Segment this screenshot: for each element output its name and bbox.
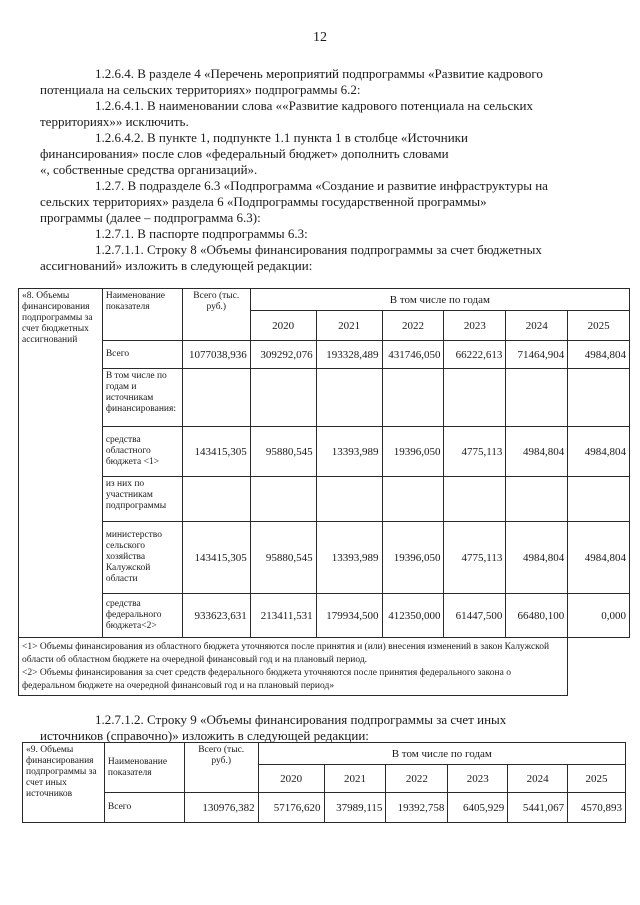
paragraph-line: источников (справочно)» изложить в следующей редакции: — [40, 728, 369, 743]
year-header: 2024 — [506, 311, 568, 341]
table-row — [19, 341, 630, 369]
paragraph-line: 1.2.7. В подразделе 6.3 «Подпрограмма «Создание и развитие инфраструктуры на — [95, 178, 548, 193]
cell-value: 431746,050 — [382, 341, 444, 369]
column-header-total: Всего (тыс. руб.) — [182, 289, 250, 341]
cell-value: 4984,804 — [568, 341, 630, 369]
cell-value: 4984,804 — [568, 522, 630, 594]
cell-value: 5441,067 — [508, 793, 568, 823]
cell-value: 4984,804 — [568, 427, 630, 477]
paragraph-line: 1.2.6.4. В разделе 4 «Перечень мероприятий подпрограммы «Развитие кадрового — [95, 66, 543, 81]
cell-value: 4984,804 — [506, 522, 568, 594]
year-header: 2024 — [508, 765, 568, 793]
cell-value: 0,000 — [568, 594, 630, 638]
column-header-name: Наименование показателя — [104, 743, 184, 793]
paragraph-line: 1.2.7.1.1. Строку 8 «Объемы финансирования подпрограммы за счет бюджетных — [95, 242, 542, 257]
table-row — [19, 477, 630, 522]
cell-value: 71464,904 — [506, 341, 568, 369]
paragraph-line: ассигнований» изложить в следующей редакции: — [40, 258, 313, 273]
cell-value: 193328,489 — [316, 341, 382, 369]
financing-table-other-sources — [22, 742, 626, 823]
cell-total: 143415,305 — [182, 522, 250, 594]
cell-total: 130976,382 — [184, 793, 258, 823]
column-header-years: В том числе по годам — [250, 289, 629, 311]
year-header: 2021 — [324, 765, 386, 793]
row-name: из них по участникам подпрограммы — [102, 477, 182, 522]
cell-value: 6405,929 — [448, 793, 508, 823]
footnote: <1> Объемы финансирования из областного бюджета уточняются после принятия и (или) внесения изменений в закон Калужской области об областном бюджете на очередной финансовый год и на плановый период. — [22, 641, 550, 665]
cell-value: 95880,545 — [250, 427, 316, 477]
year-header: 2025 — [568, 311, 630, 341]
cell-value: 19392,758 — [386, 793, 448, 823]
year-header: 2022 — [386, 765, 448, 793]
paragraph-line: 1.2.6.4.1. В наименовании слова ««Развитие кадрового потенциала на сельских — [95, 98, 533, 113]
cell-value: 95880,545 — [250, 522, 316, 594]
cell-total: 143415,305 — [182, 427, 250, 477]
table-row-label: «8. Объемы финансирования подпрограммы за счет бюджетных ассигнований — [19, 289, 103, 638]
column-header-total: Всего (тыс. руб.) — [184, 743, 258, 793]
column-header-name: Наименование показателя — [102, 289, 182, 341]
cell-total: 933623,631 — [182, 594, 250, 638]
year-header: 2025 — [568, 765, 626, 793]
paragraph-line: программы (далее – подпрограмма 6.3): — [40, 210, 261, 225]
table-row — [19, 427, 630, 477]
row-name: средства областного бюджета <1> — [102, 427, 182, 477]
cell-value: 37989,115 — [324, 793, 386, 823]
paragraph-line: сельских территориях» раздела 6 «Подпрограммы государственной программы» — [40, 194, 487, 209]
cell-value: 4775,113 — [444, 522, 506, 594]
year-header: 2023 — [444, 311, 506, 341]
cell-value: 213411,531 — [250, 594, 316, 638]
cell-value: 66480,100 — [506, 594, 568, 638]
cell-value: 412350,000 — [382, 594, 444, 638]
paragraph-line: потенциала на сельских территориях» подпрограммы 6.2: — [40, 82, 361, 97]
table-row — [23, 793, 626, 823]
year-header: 2020 — [250, 311, 316, 341]
column-header-years: В том числе по годам — [258, 743, 625, 765]
paragraph-line: 1.2.7.1.2. Строку 9 «Объемы финансирования подпрограммы за счет иных — [95, 712, 507, 727]
cell-value: 19396,050 — [382, 427, 444, 477]
paragraph-line: «, собственные средства организаций». — [40, 162, 258, 177]
page-number: 12 — [313, 30, 327, 45]
cell-value: 13393,989 — [316, 522, 382, 594]
cell-value: 4984,804 — [506, 427, 568, 477]
row-name: В том числе по годам и источникам финансирования: — [102, 369, 182, 427]
table-row — [19, 522, 630, 594]
table-row — [19, 594, 630, 638]
cell-value: 66222,613 — [444, 341, 506, 369]
cell-value: 57176,620 — [258, 793, 324, 823]
table-row — [19, 369, 630, 427]
cell-value: 179934,500 — [316, 594, 382, 638]
paragraph-line: 1.2.7.1. В паспорте подпрограммы 6.3: — [95, 226, 308, 241]
year-header: 2020 — [258, 765, 324, 793]
cell-total: 1077038,936 — [182, 341, 250, 369]
year-header: 2023 — [448, 765, 508, 793]
paragraph-line: финансирования» после слов «федеральный бюджет» дополнить словами — [40, 146, 449, 161]
table-row-label: «9. Объемы финансирования подпрограммы за счет иных источников — [23, 743, 105, 823]
cell-value: 4570,893 — [568, 793, 626, 823]
row-name: средства федерального бюджета<2> — [102, 594, 182, 638]
cell-value: 13393,989 — [316, 427, 382, 477]
year-header: 2021 — [316, 311, 382, 341]
table-footnotes — [19, 638, 568, 696]
paragraph-line: 1.2.6.4.2. В пункте 1, подпункте 1.1 пункта 1 в столбце «Источники — [95, 130, 468, 145]
cell-value: 61447,500 — [444, 594, 506, 638]
footnote: <2> Объемы финансирования за счет средств федерального бюджета уточняются после принятия федерального закона о федеральном бюджете на очередной финансовый год и на плановый период» — [22, 667, 511, 691]
cell-value: 309292,076 — [250, 341, 316, 369]
financing-table-budget — [18, 288, 630, 696]
paragraph-line: территориях»» исключить. — [40, 114, 189, 129]
cell-value: 19396,050 — [382, 522, 444, 594]
cell-value: 4775,113 — [444, 427, 506, 477]
row-name: министерство сельского хозяйства Калужской области — [102, 522, 182, 594]
row-name: Всего — [102, 341, 182, 369]
row-name: Всего — [104, 793, 184, 823]
year-header: 2022 — [382, 311, 444, 341]
